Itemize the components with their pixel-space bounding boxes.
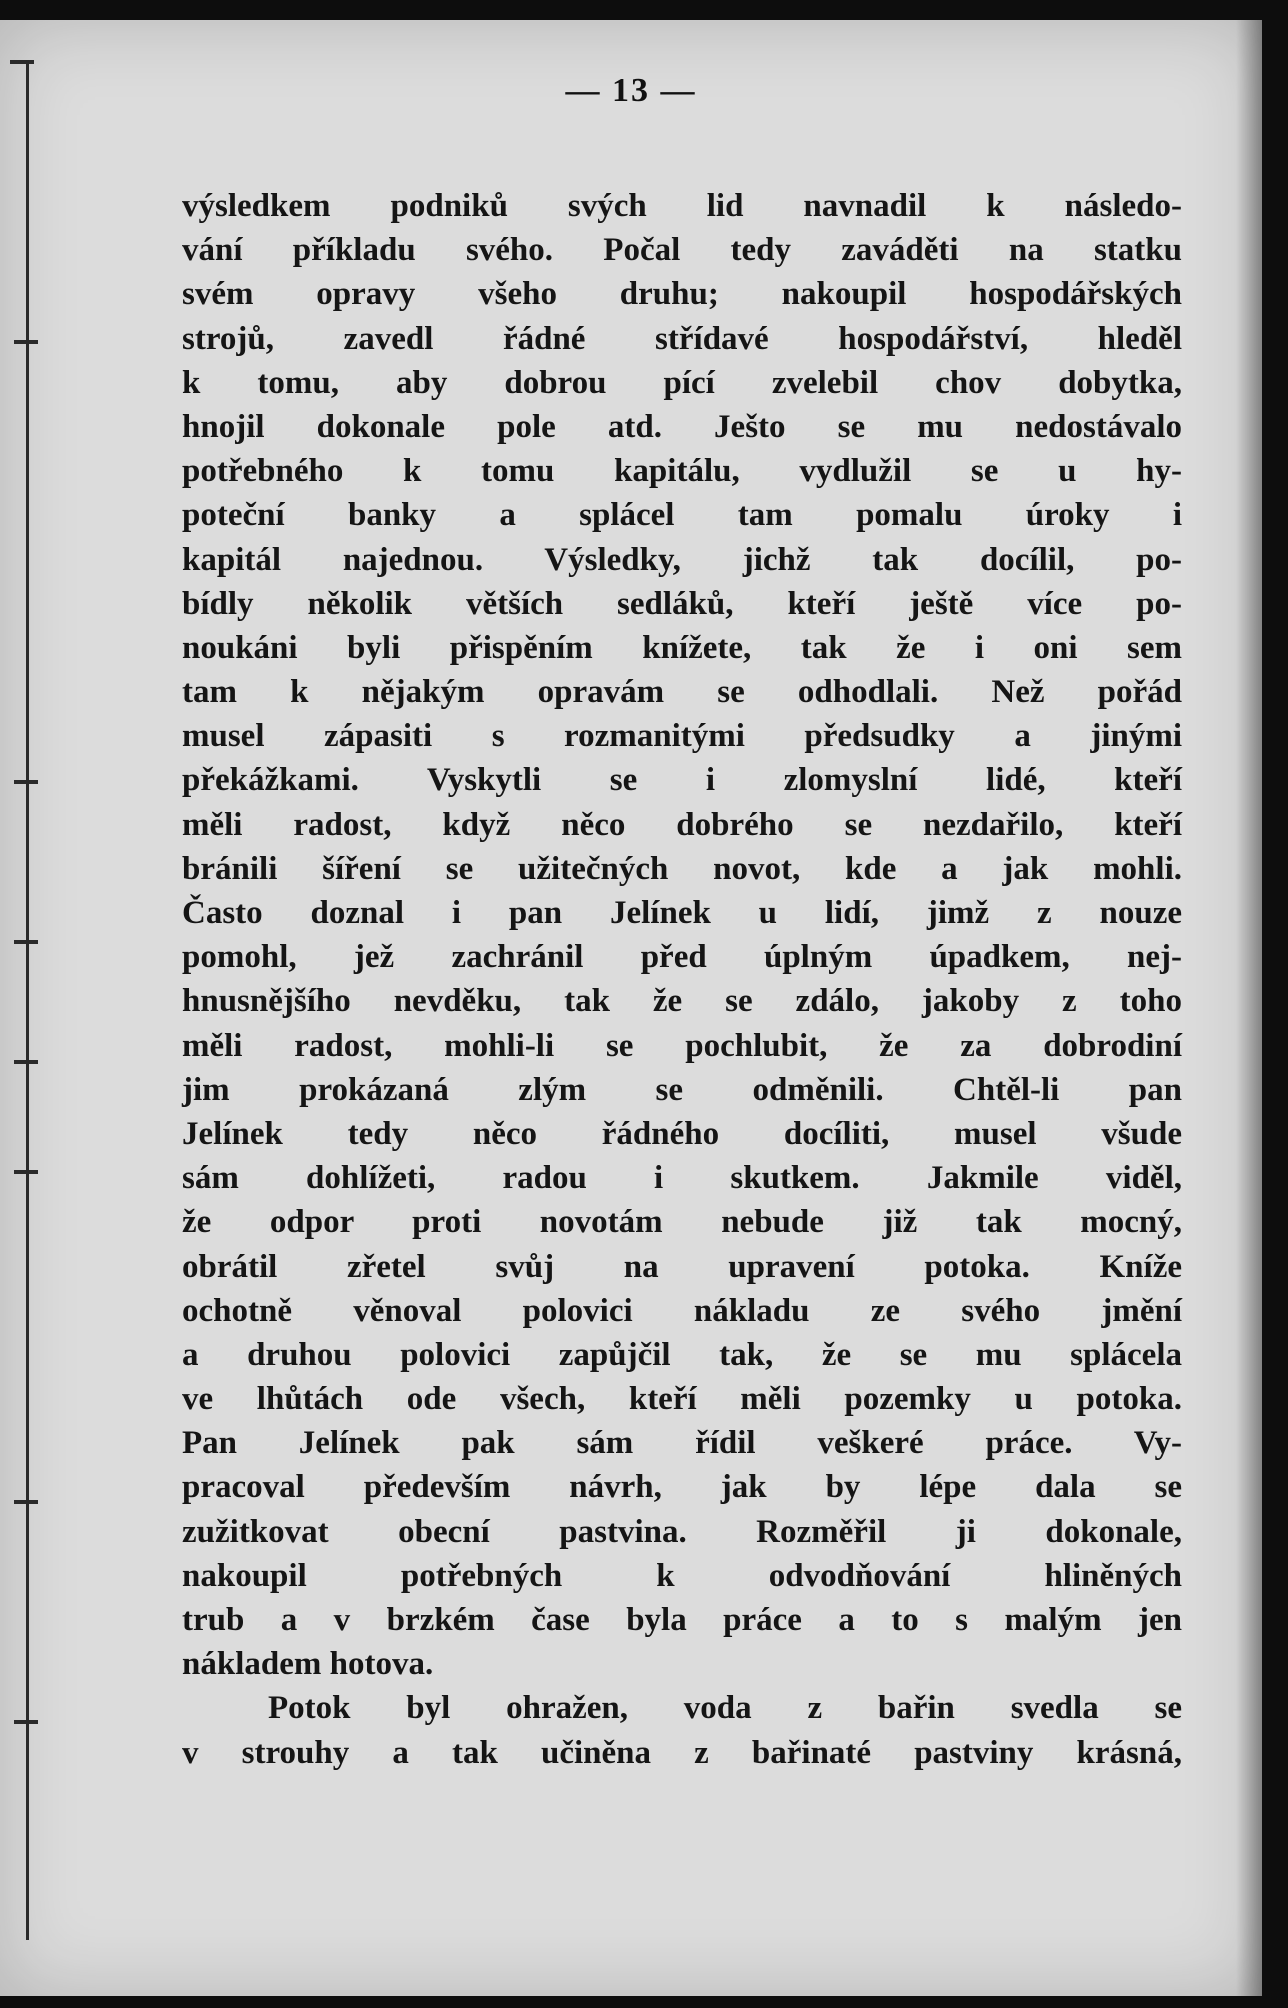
binding-mark: [14, 1170, 38, 1174]
text-line: měli radost, mohli-li se pochlubit, že za dobrodiní: [182, 1027, 1182, 1064]
text-line: nákladem hotova.: [182, 1646, 434, 1683]
text-line: sám dohlížeti, radou i skutkem. Jakmile viděl,: [182, 1160, 1182, 1197]
text-line: nakoupil potřebných k odvodňování hliněných: [182, 1557, 1182, 1594]
text-line: potřebného k tomu kapitálu, vydlužil se u hy-: [182, 453, 1182, 490]
binding-mark: [10, 60, 34, 64]
text-line: tam k nějakým opravám se odhodlali. Než pořád: [182, 674, 1182, 711]
text-line: noukáni byli přispěním knížete, tak že i oni sem: [182, 629, 1182, 666]
text-line: ve lhůtách ode všech, kteří měli pozemky u potoka.: [182, 1381, 1182, 1418]
binding-mark: [14, 940, 38, 944]
body-text: [182, 184, 1182, 1775]
binding-mark: [14, 780, 38, 784]
text-line: Pan Jelínek pak sám řídil veškeré práce. Vy-: [182, 1425, 1182, 1462]
text-line: musel zápasiti s rozmanitými předsudky a jinými: [182, 718, 1182, 755]
text-line: že odpor proti novotám nebude již tak mocný,: [182, 1204, 1182, 1241]
page-edge-shadow: [1236, 20, 1262, 1996]
binding-mark: [14, 340, 38, 344]
text-line: jim prokázaná zlým se odměnili. Chtěl-li pan: [182, 1071, 1182, 1108]
text-line: hnojil dokonale pole atd. Ješto se mu nedostávalo: [182, 408, 1182, 445]
book-page: [0, 20, 1262, 1996]
binding-mark: [14, 1500, 38, 1504]
paragraph: [182, 1686, 1182, 1774]
text-line: svém opravy všeho druhu; nakoupil hospodářských: [182, 276, 1182, 313]
text-line: měli radost, když něco dobrého se nezdařilo, kteří: [182, 806, 1182, 843]
text-line: vání příkladu svého. Počal tedy zaváděti na statku: [182, 232, 1182, 269]
text-line: a druhou polovici zapůjčil tak, že se mu splácela: [182, 1336, 1182, 1373]
text-line: poteční banky a splácel tam pomalu úroky i: [182, 497, 1182, 534]
text-line: Jelínek tedy něco řádného docíliti, musel všude: [182, 1115, 1182, 1152]
text-line: strojů, zavedl řádné střídavé hospodářství, hleděl: [182, 320, 1182, 357]
text-line: k tomu, aby dobrou pící zvelebil chov dobytka,: [182, 364, 1182, 401]
text-line: ochotně věnoval polovici nákladu ze svého jmění: [182, 1292, 1182, 1329]
text-line: v strouhy a tak učiněna z bařinaté pastviny krásná,: [182, 1734, 1182, 1771]
paragraph: [182, 184, 1182, 1686]
text-line: Potok byl ohražen, voda z bařin svedla se: [268, 1690, 1182, 1727]
text-line: trub a v brzkém čase byla práce a to s malým jen: [182, 1602, 1182, 1638]
text-line: hnusnějšího nevděku, tak že se zdálo, jakoby z toho: [182, 983, 1182, 1020]
binding-mark: [14, 1060, 38, 1064]
text-line: kapitál najednou. Výsledky, jichž tak docílil, po-: [182, 541, 1182, 578]
text-line: bránili šíření se užitečných novot, kde a jak mohli.: [182, 850, 1182, 887]
text-line: bídly několik větších sedláků, kteří ještě více po-: [182, 585, 1182, 622]
binding-mark: [14, 1720, 38, 1724]
page-number: — 13 —: [565, 72, 697, 109]
text-line: pracoval především návrh, jak by lépe dala se: [182, 1469, 1182, 1506]
text-line: obrátil zřetel svůj na upravení potoka. Kníže: [182, 1248, 1182, 1285]
text-line: výsledkem podniků svých lid navnadil k následo-: [182, 188, 1182, 224]
text-line: Často doznal i pan Jelínek u lidí, jimž z nouze: [182, 895, 1182, 931]
text-line: pomohl, jež zachránil před úplným úpadkem, nej-: [182, 939, 1182, 976]
text-line: zužitkovat obecní pastvina. Rozměřil ji dokonale,: [182, 1513, 1182, 1550]
text-line: překážkami. Vyskytli se i zlomyslní lidé, kteří: [182, 762, 1182, 799]
